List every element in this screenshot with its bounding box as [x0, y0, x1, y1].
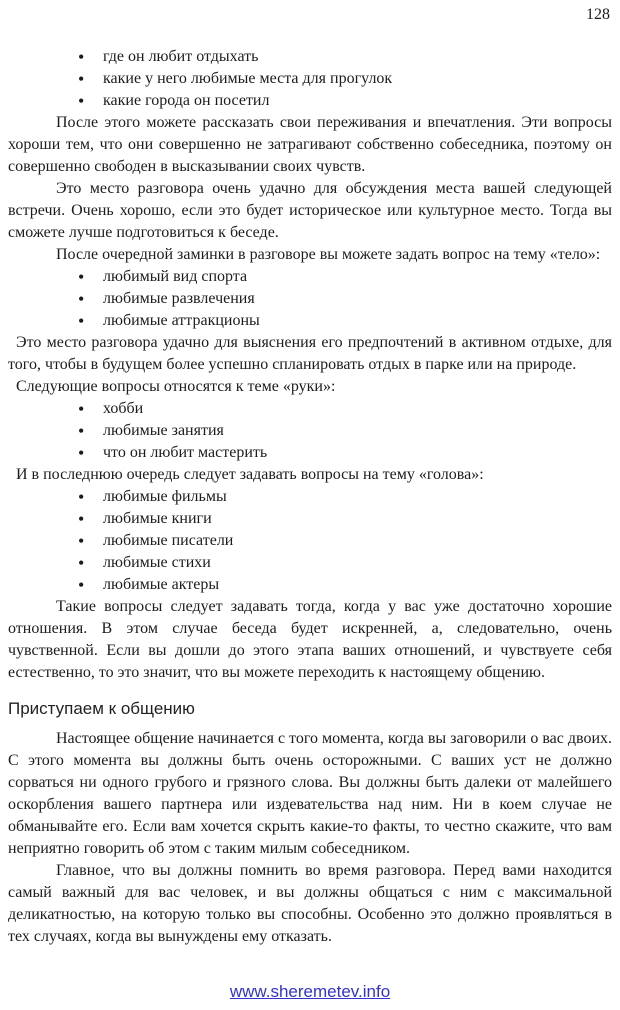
footer-site-link[interactable]: www.sheremetev.info: [229, 982, 391, 1001]
paragraph-meeting-place: Это место разговора очень удачно для обсуждения места вашей следующей встречи. Очень хорошо, если это будет историческое или культурное место. Тогда вы сможете лучше подготовиться к беседе.: [8, 180, 612, 241]
list-item: • хобби: [8, 398, 612, 420]
bullet-list-head-theme: [8, 486, 612, 596]
section-heading-start-communication: Приступаем к общению: [8, 699, 195, 718]
page-number: 128: [586, 6, 610, 23]
list-item: • какие у него любимые места для прогулок: [8, 68, 612, 90]
list-item: • любимые стихи: [8, 552, 612, 574]
paragraph-head-intro: И в последнюю очередь следует задавать вопросы на тему «голова»:: [16, 466, 484, 483]
footer: [0, 981, 620, 1004]
bullet-list-places: [8, 46, 612, 112]
bullet-list-body-theme: [8, 266, 612, 332]
paragraph-such-questions: Такие вопросы следует задавать тогда, когда у вас уже достаточно хорошие отношения. В этом случае беседа будет искренней, а, следовательно, очень чувственной. Если вы дошли до этого этапа ваших отношений, и чувствуете себя естественно, то это значит, что вы можете переходить к настоящему общению.: [8, 598, 612, 681]
list-item: • любимые писатели: [8, 530, 612, 552]
list-item: • где он любит отдыхать: [8, 46, 612, 68]
list-item: • любимые аттракционы: [8, 310, 612, 332]
list-item: • любимые развлечения: [8, 288, 612, 310]
bullet-list-hands-theme: [8, 398, 612, 464]
paragraph-after-places: После этого можете рассказать свои переживания и впечатления. Эти вопросы хороши тем, что они совершенно не затрагивают собственно собеседника, поэтому он совершенно свободен в высказывании своих чувств.: [8, 114, 612, 175]
list-item: • любимые занятия: [8, 420, 612, 442]
list-item: • любимый вид спорта: [8, 266, 612, 288]
paragraph-body-intro: После очередной заминки в разговоре вы можете задать вопрос на тему «тело»:: [56, 246, 601, 263]
paragraph-active-rest: Это место разговора удачно для выяснения его предпочтений в активном отдыхе, для того, чтобы в будущем более успешно спланировать отдых в парке или на природе.: [8, 334, 612, 373]
list-item: • любимые актеры: [8, 574, 612, 596]
list-item: • любимые фильмы: [8, 486, 612, 508]
paragraph-main-thing: Главное, что вы должны помнить во время разговора. Перед вами находится самый важный для вас человек, и вы должны общаться с ним с максимальной деликатностью, на которую только вы способны. Особенно это должно проявляться в тех случаях, когда вы вынуждены ему отказать.: [8, 862, 612, 945]
paragraph-hands-intro: Следующие вопросы относятся к теме «руки»:: [16, 378, 336, 395]
paragraph-real-talk: Настоящее общение начинается с того момента, когда вы заговорили о вас двоих. С этого момента вы должны быть очень осторожными. С ваших уст не должно сорваться ни одного грубого и грязного слова. Вы должны быть далеки от малейшего оскорбления вашего партнера или издевательства над ним. Ни в коем случае не обманывайте его. Если вам хочется скрыть какие-то факты, то честно скажите, что вам неприятно говорить об этом с таким милым собеседником.: [8, 730, 613, 857]
list-item: • любимые книги: [8, 508, 612, 530]
list-item: • что он любит мастерить: [8, 442, 612, 464]
list-item: • какие города он посетил: [8, 90, 612, 112]
